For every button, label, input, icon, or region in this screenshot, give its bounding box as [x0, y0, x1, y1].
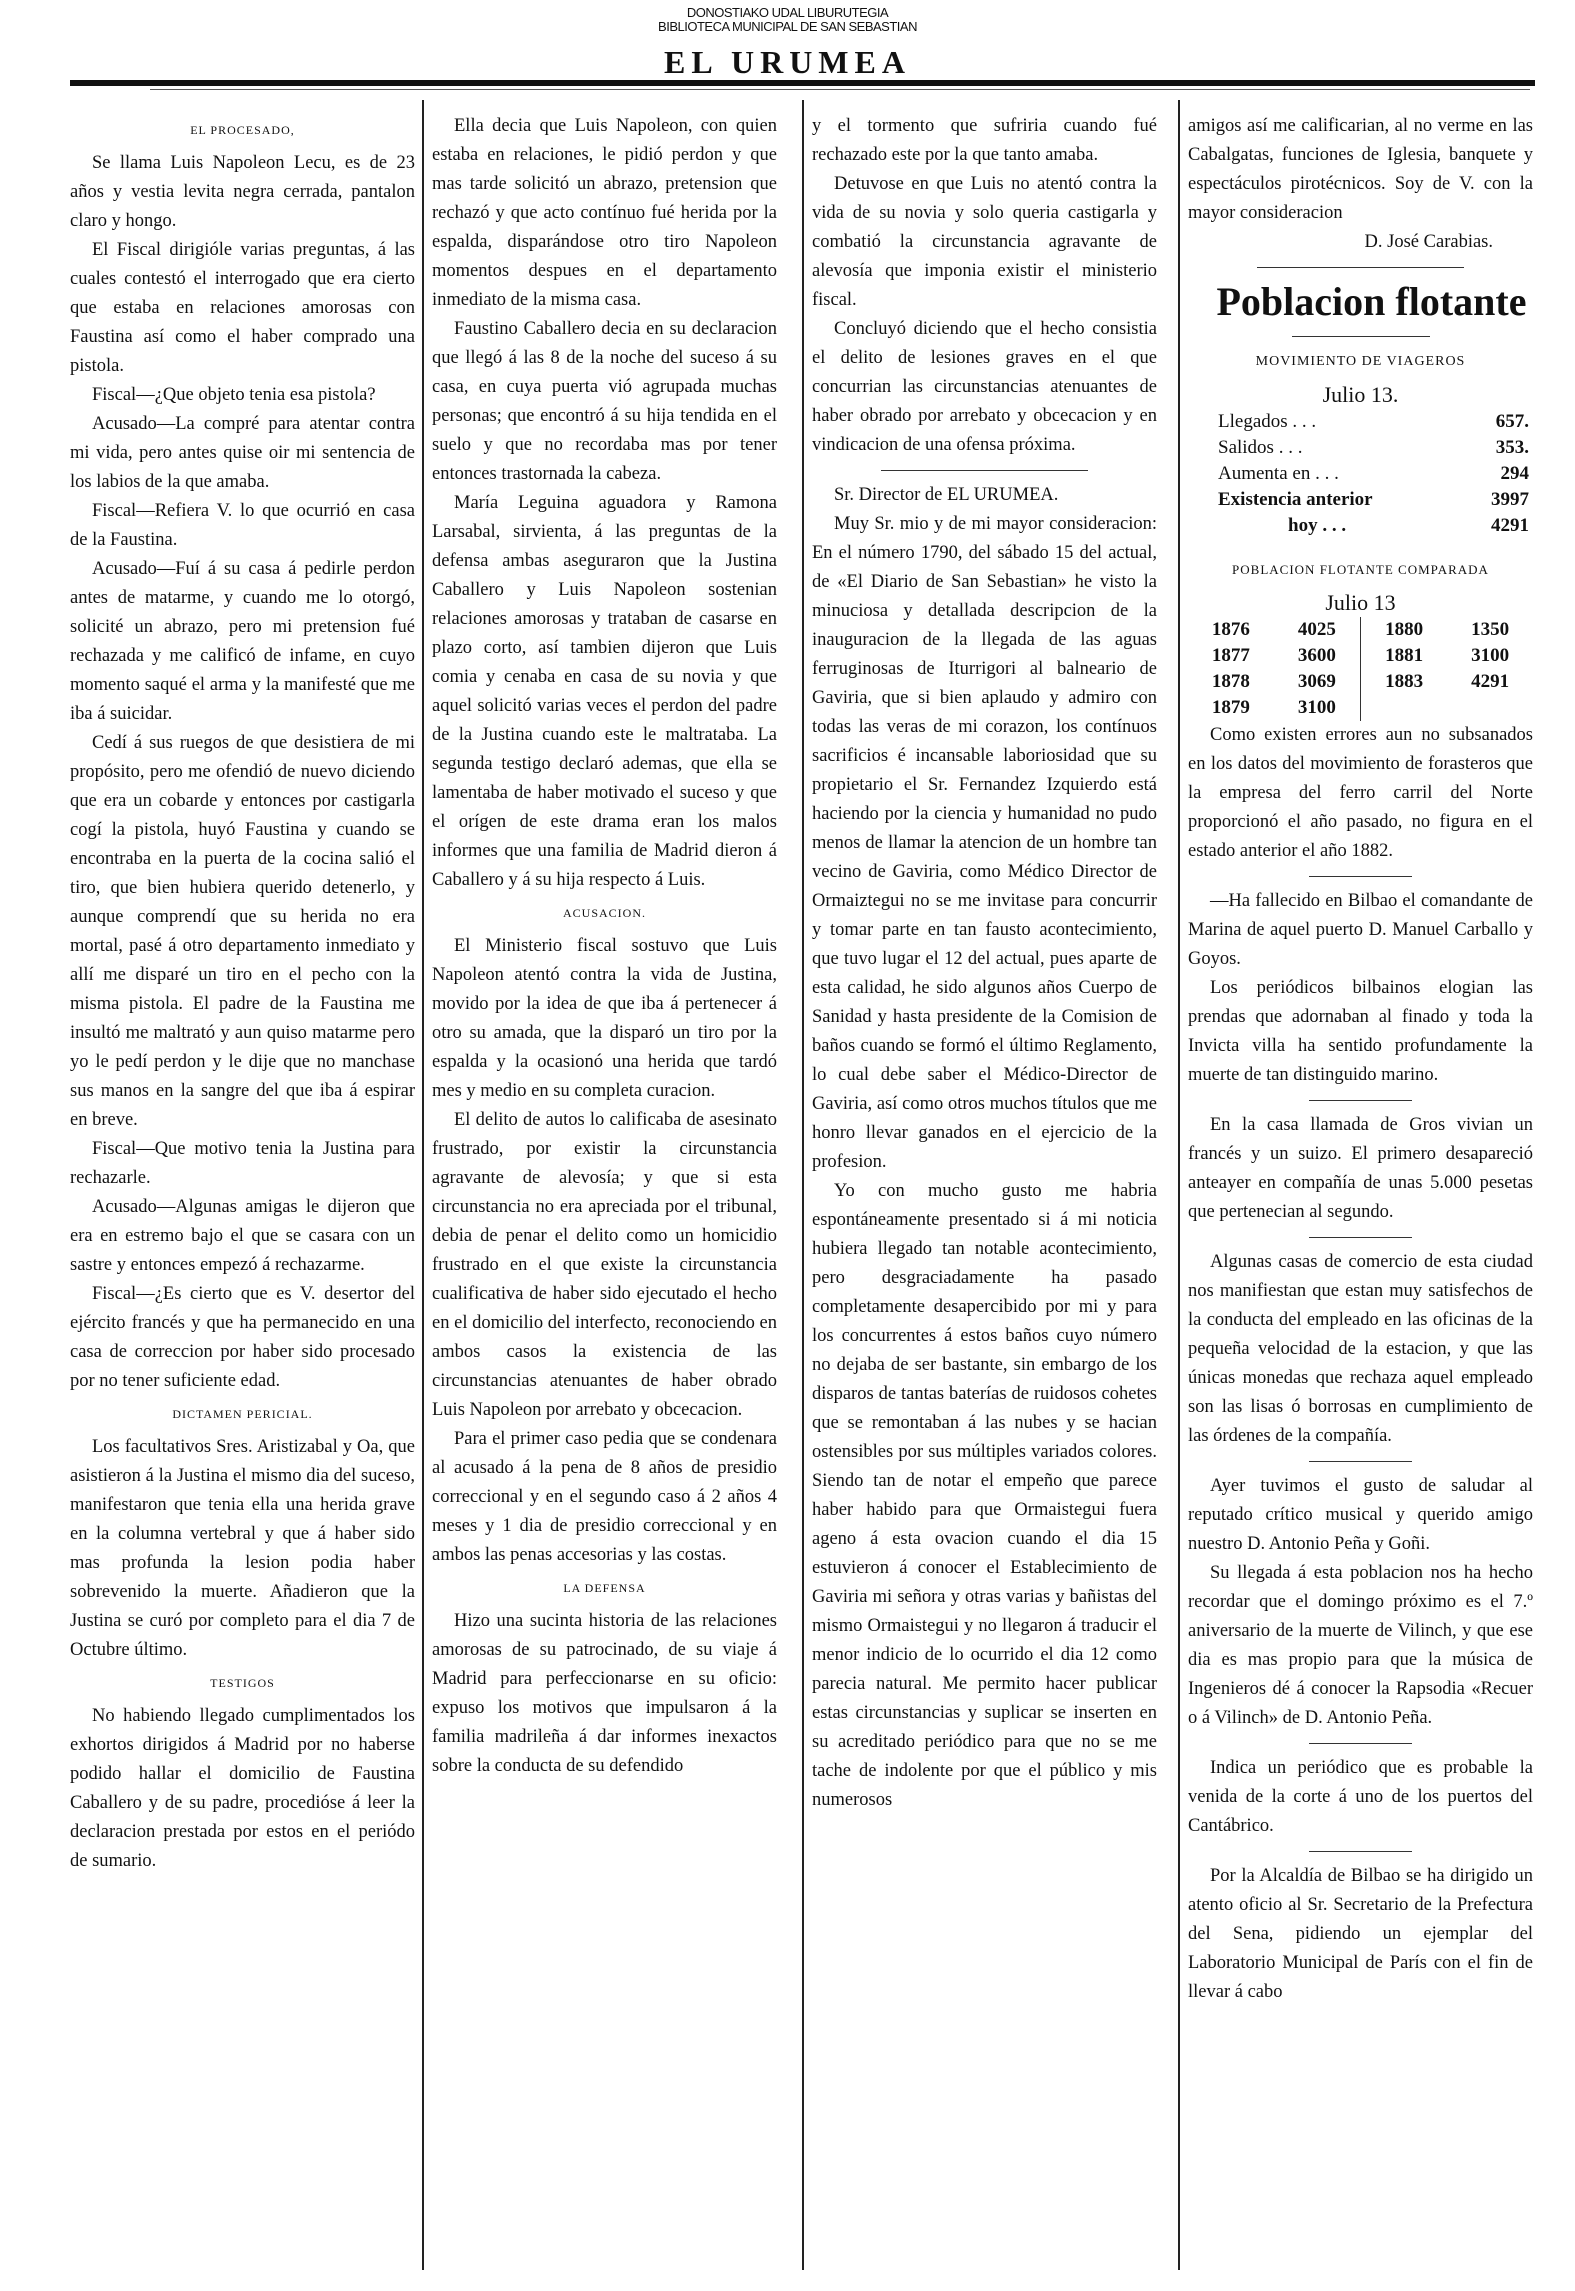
news-item: Ayer tuvimos el gusto de saludar al reputado crítico musical y querido amigo nuestro D. Antonio Peña y Goñi. [1188, 1476, 1533, 1554]
paragraph: Muy Sr. mio y de mi mayor consideracion: En el número 1790, del sábado 15 del actual, de «El Diario de San Sebastian» he visto la minuciosa y detallada descripcion de la inauguracion de la llegada de las aguas ferruginosas de Iturrigori al balneario de Gaviria, que si bien aplaudo y admiro con todas las veras de mi corazon, los contínuos sacrificios é incansable laboriosidad que su propietario el Sr. Fernandez Izquierdo está haciendo por la ciencia y humanidad no pudo menos de llamar la atencion de un hombre tan vecino de Gaviria, como Médico Director de Ormaiztegui no se me invitase para concurrir y tomar parte en tan fausto acontecimiento, que tuvo lugar el 12 del actual, pues aparte de esta calidad, he sido algunos años Cuerpo de Sanidad y hasta presidente de la Comision de baños cuando se formó el último Reglamento, lo cual debe saber el Médico-Director de Gaviria, así como otros muchos títulos que me honro llevar ganados en el ejercicio de la profesion. [812, 514, 1157, 1172]
paragraph: Sr. Director de EL URUMEA. [834, 485, 1059, 505]
divider [1309, 1461, 1413, 1462]
paragraph: Detuvose en que Luis no atentó contra la vida de su novia y solo queria castigarla y combatió la circunstancia agravante de alevosía que imponia existir el ministerio fiscal. [812, 174, 1157, 310]
paragraph: Cedí á sus ruegos de que desistiera de mi propósito, pero me ofendió de nuevo diciendo que era un cobarde y entonces por castigarla cogí la pistola, huyó Faustina y cuando se encontraba en la puerta de la cocina salió el tiro, que bien hubiera querido detenerlo, y aunque comprendí que su herida no era mortal, pasé á otro departamento inmediato y allí me disparé un tiro en el pecho con la misma pistola. El padre de la Faustina me insultó me maltrató y aun quiso matarme pero yo le pedí perdon y le dije que no manchase sus manos en la sangre del que iba á espirar en breve. [70, 733, 415, 1130]
year: 1883 [1360, 669, 1447, 695]
compared-table [1188, 617, 1533, 721]
paragraph: Yo con mucho gusto me habria espontáneamente presentado si á mi noticia hubiera llegado tan notable acontecimiento, pero desgraciadamente ha pasado completamente desapercibido por mi y para los concurrentes á estos baños cuyo número no dejaba de ser bastante, sin embargo de los disparos de tantas baterías de ruidosos cohetes que se remontaban á las nubes y se hacian ostensibles por sus múltiples variados colores. Siendo tan de notar el empeño que parece haber habido para que Ormaistegui fuera ageno á esta ovacion cuando el dia 15 estuvieron á conocer el Establecimiento de Gaviria mi señora y otras varias y bañistas del mismo Ormaistegui y no llegaron á traducir el menor indicio de lo ocurrido el dia 12 como parecia natural. Me permito hacer publicar estas circunstancias y suplicar se inserten en su acreditado periódico para que no se me tache de indolente por que el público y mis numerosos [812, 1181, 1157, 1810]
table-row: hoy . . . 4291 [1288, 515, 1529, 536]
table-row: Llegados . . . 657. [1218, 411, 1529, 432]
year: 1880 [1360, 617, 1447, 643]
divider [1257, 267, 1464, 268]
news-item: Los periódicos bilbainos elogian las prendas que adornaban al finado y toda la Invicta villa ha sentido profundamente la muerte de tan distinguido marino. [1188, 978, 1533, 1085]
section-heading: EL PROCESADO, [190, 123, 295, 137]
population-value: 3069 [1297, 671, 1336, 692]
divider [881, 470, 1088, 471]
divider [1292, 336, 1430, 337]
section-heading: DICTAMEN PERICIAL. [172, 1407, 313, 1421]
year: 1877 [1211, 645, 1250, 666]
table-row [1188, 617, 1533, 643]
paragraph: María Leguina aguadora y Ramona Larsabal, sirvienta, á las preguntas de la defensa ambas aseguraron que la Justina Caballero y Luis Napoleon sostenian relaciones amorosas y trataban de casarse en plazo corto, así tambien dijeron que Luis comia y cenaba en casa de su novia y que aquel solicitó varias veces el perdon del padre de la Justina cuando este le maltrataba. La segunda testigo declaró ademas, que ella se lamentaba de haber motivado el suceso y que el orígen de este drama eran los malos informes que una familia de Madrid dieron á Caballero y á su hija respecto á Luis. [432, 493, 777, 890]
paragraph: Fiscal—Que motivo tenia la Justina para rechazarle. [70, 1139, 415, 1188]
paragraph: y el tormento que sufriria cuando fué rechazado este por la que tanto amaba. [812, 116, 1157, 165]
paragraph: Acusado—La compré para atentar contra mi vida, pero antes quise oir mi sentencia de los labios de la que amaba. [70, 414, 415, 492]
paragraph: Acusado—Fuí á su casa á pedirle perdon antes de matarme, y cuando me lo otorgó, solicité un abrazo, pero mi pretension fué rechazada y me calificó de infame, en cuyo momento saqué el arma y la manifesté que me iba á suicidar. [70, 559, 415, 724]
news-item: En la casa llamada de Gros vivian un francés y un suizo. El primero desapareció anteayer en compañía de unas 5.000 pesetas que pertenecian al segundo. [1188, 1115, 1533, 1222]
paragraph: Acusado—Algunas amigas le dijeron que era en estremo bajo el que se casara con un sastre y entonces empezó á rechazarme. [70, 1197, 415, 1275]
column-3 [812, 112, 1157, 1815]
letter-closing: amigos así me calificarian, al no verme en las Cabalgatas, funciones de Iglesia, banquete y espectáculos pirotécnicos. Soy de V. con la mayor consideracion [1188, 116, 1533, 223]
paragraph: Hizo una sucinta historia de las relaciones amorosas de su patrocinado, de su viaje á Madrid para perfeccionarse en su oficio: expuso los motivos que impulsaron á la familia madrileña á dar informes inexactos sobre la conducta de su defendido [432, 1611, 777, 1776]
divider [1309, 1237, 1413, 1238]
paragraph: Faustino Caballero decia en su declaracion que llegó á las 8 de la noche del suceso á su casa, en cuya puerta vió agrupada muchas personas; que encontró á su hija tendida en el suelo y que no recordaba mas por tener entonces trastornada la cabeza. [432, 319, 777, 484]
masthead-thin-rule [150, 89, 1530, 90]
table-row [1188, 669, 1533, 695]
library-stamp-line1: DONOSTIAKO UDAL LIBURUTEGIA [686, 5, 889, 20]
news-item: Por la Alcaldía de Bilbao se ha dirigido un atento oficio al Sr. Secretario de la Prefectura del Sena, pidiendo un ejemplar del Laboratorio Municipal de París con el fin de llevar á cabo [1188, 1866, 1533, 2002]
paragraph: Concluyó diciendo que el hecho consistia el delito de lesiones graves en el que concurrian las circunstancias atenuantes de haber obrado por arrebato y obcecacion y en vindicacion de una ofensa próxima. [812, 319, 1157, 455]
table-row [1188, 695, 1533, 721]
column-4 [1188, 112, 1533, 2007]
divider [1309, 1743, 1413, 1744]
section-heading: ACUSACION. [562, 906, 646, 920]
movement-heading: MOVIMIENTO DE VIAGEROS [1255, 354, 1466, 369]
paragraph: Fiscal—Refiera V. lo que ocurrió en casa de la Faustina. [70, 501, 415, 550]
section-heading: TESTIGOS [210, 1676, 275, 1690]
divider [1309, 1100, 1413, 1101]
population-value: 4025 [1297, 619, 1336, 640]
section-heading: LA DEFENSA [563, 1581, 646, 1595]
divider [1309, 876, 1413, 877]
table-row: Aumenta en . . . 294 [1218, 463, 1529, 484]
news-item: Su llegada á esta poblacion nos ha hecho recordar que el domingo próximo es el 7.º aniversario de la muerte de Vilinch, y que ese dia es mas propio para que la música de Ingenieros dé á conocer la Rapsodia «Recuer o á Vilinch» de D. Antonio Peña. [1188, 1563, 1533, 1728]
year: 1878 [1211, 671, 1250, 692]
paragraph: Ella decia que Luis Napoleon, con quien estaba en relaciones, le pidió perdon y que mas tarde solicitó un abrazo, pretension que rechazó y que acto contínuo fué herida por la espalda, disparándose otro tiro Napoleon momentos despues en el departamento inmediato de la misma casa. [432, 116, 777, 310]
column-1 [70, 112, 415, 1876]
paragraph: Fiscal—¿Es cierto que es V. desertor del ejército francés y que ha permanecido en una casa de correccion por haber sido procesado por no tener suficiente edad. [70, 1284, 415, 1391]
paragraph: El delito de autos lo calificaba de asesinato frustrado, por existir la circunstancia agravante de alevosía; y que si esta circunstancia no era apreciada por el tribunal, debia de penar el delito como un homicidio frustrado en el que existe la circunstancia cualificativa de haber sido ejecutado el hecho en el domicilio del interfecto, reconociendo en ambos casos la existencia de las circunstancias atenuantes de haber obrado Luis Napoleon por arrebato y obcecacion. [432, 1110, 777, 1420]
news-item: Indica un periódico que es probable la venida de la corte á uno de los puertos del Cantábrico. [1188, 1758, 1533, 1836]
column-divider [802, 100, 804, 2270]
paragraph: Fiscal—¿Que objeto tenia esa pistola? [92, 385, 376, 405]
paragraph: El Fiscal dirigióle varias preguntas, á las cuales contestó el interrogado que era cierto que estaba en relaciones amorosas con Faustina así como el haber comprado una pistola. [70, 240, 415, 376]
library-stamp-line2: BIBLIOTECA MUNICIPAL DE SAN SEBASTIAN [658, 19, 917, 34]
table-row [1188, 643, 1533, 669]
paragraph: El Ministerio fiscal sostuvo que Luis Napoleon atentó contra la vida de Justina, movido por la idea de que iba á pertenecer á otro su amada, que la disparó un tiro por la espalda y la ocasionó una herida que tardó mes y medio en su completa curacion. [432, 936, 777, 1101]
year: 1876 [1211, 619, 1250, 640]
news-item: —Ha fallecido en Bilbao el comandante de Marina de aquel puerto D. Manuel Carballo y Goyos. [1188, 891, 1533, 969]
movement-date: Julio 13. [1322, 382, 1399, 407]
population-value: 3100 [1297, 697, 1336, 718]
paragraph: No habiendo llegado cumplimentados los exhortos dirigidos á Madrid por no haberse podido hallar el domicilio de Faustina Caballero y de su padre, procedióse á leer la declaracion prestada por estos en el periódo de sumario. [70, 1706, 415, 1871]
masthead-rule [70, 80, 1535, 86]
paragraph: Se llama Luis Napoleon Lecu, es de 23 años y vestia levita negra cerrada, pantalon claro y hongo. [70, 153, 415, 231]
signature: D. José Carabias. [1364, 232, 1493, 252]
paragraph: Para el primer caso pedia que se condenara al acusado á la pena de 8 años de presidio correccional y en el segundo caso á 2 años 4 meses y 1 dia de presidio correccional y en ambos las penas accesorias y las costas. [432, 1429, 777, 1565]
column-divider [422, 100, 424, 2270]
divider [1309, 1851, 1413, 1852]
news-item: Como existen errores aun no subsanados en los datos del movimiento de forasteros que la empresa del ferro carril del Norte proporcionó el año pasado, no figura en el estado anterior el año 1882. [1188, 725, 1533, 861]
compared-date: Julio 13 [1325, 590, 1396, 615]
population-value: 3600 [1297, 645, 1336, 666]
year: 1881 [1360, 643, 1447, 669]
paragraph: Los facultativos Sres. Aristizabal y Oa, que asistieron á la Justina el mismo dia del suceso, manifestaron que tenia ella una herida grave en la columna vertebral y que á haber sido mas profunda la lesion podia haber sobrevenido la muerte. Añadieron que la Justina se curó por completo para el dia 7 de Octubre último. [70, 1437, 415, 1660]
table-row: Salidos . . . 353. [1218, 437, 1529, 458]
section-title: Poblacion flotante [1216, 279, 1527, 324]
compared-heading: POBLACION FLOTANTE COMPARADA [1232, 562, 1489, 577]
table-row: Existencia anterior 3997 [1218, 489, 1529, 510]
population-value: 3100 [1471, 645, 1510, 666]
column-divider [1178, 100, 1180, 2270]
newspaper-masthead: EL URUMEA [664, 44, 911, 80]
population-value: 4291 [1471, 671, 1510, 692]
column-2 [432, 112, 777, 1781]
news-item: Algunas casas de comercio de esta ciudad nos manifiestan que estan muy satisfechos de la conducta del empleado en las oficinas de la pequeña velocidad de la estacion, y que las únicas monedas que rechaza aquel empleado son las lisas ó borrosas en cumplimiento de las órdenes de la compañía. [1188, 1252, 1533, 1446]
movement-table [1188, 409, 1533, 539]
year: 1879 [1211, 697, 1250, 718]
population-value: 1350 [1471, 619, 1510, 640]
